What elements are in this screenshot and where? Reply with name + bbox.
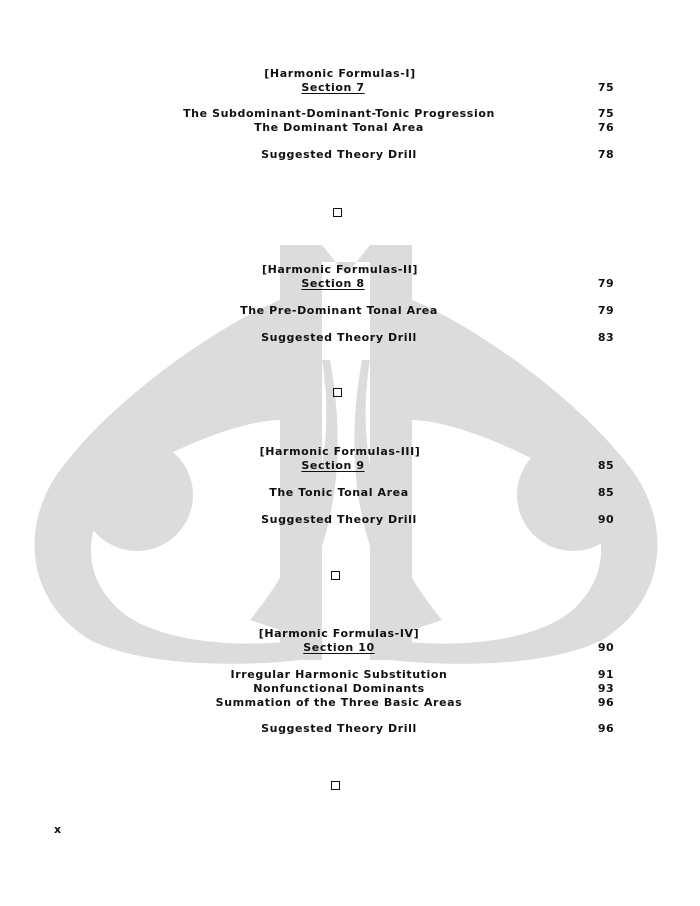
theory-drill-entry: Suggested Theory Drill [261, 722, 417, 735]
section-separator [331, 571, 340, 580]
toc-entry-page: 76 [597, 121, 614, 134]
section-10-label: Section 10 [303, 641, 375, 654]
toc-entry: The Subdominant-Dominant-Tonic Progression [183, 107, 495, 120]
toc-entry-page: 85 [597, 486, 614, 499]
toc-entry: The Pre-Dominant Tonal Area [240, 304, 438, 317]
toc-entry: Summation of the Three Basic Areas [215, 696, 463, 709]
section-10-header: [Harmonic Formulas-IV] [258, 627, 420, 640]
theory-drill-page: 96 [597, 722, 614, 735]
section-7-label: Section 7 [301, 81, 365, 94]
theory-drill-page: 78 [597, 148, 614, 161]
section-7-page: 75 [597, 81, 614, 94]
theory-drill-entry: Suggested Theory Drill [261, 331, 417, 344]
toc-entry: The Dominant Tonal Area [254, 121, 424, 134]
toc-entry: Irregular Harmonic Substitution [230, 668, 448, 681]
toc-entry-page: 93 [597, 682, 614, 695]
toc-entry: Nonfunctional Dominants [253, 682, 425, 695]
toc-entry-page: 79 [597, 304, 614, 317]
theory-drill-entry: Suggested Theory Drill [261, 513, 417, 526]
section-9-page: 85 [597, 459, 614, 472]
section-separator [333, 388, 342, 397]
section-separator [333, 208, 342, 217]
corner-mark: x [54, 823, 62, 836]
theory-drill-page: 90 [597, 513, 614, 526]
section-8-label: Section 8 [301, 277, 365, 290]
section-10-page: 90 [597, 641, 614, 654]
section-separator [331, 781, 340, 790]
toc-entry: The Tonic Tonal Area [269, 486, 409, 499]
section-8-header: [Harmonic Formulas-II] [261, 263, 419, 276]
section-7-header: [Harmonic Formulas-I] [264, 67, 416, 80]
theory-drill-page: 83 [597, 331, 614, 344]
toc-entry-page: 96 [597, 696, 614, 709]
watermark-left-boss [81, 439, 193, 551]
section-8-page: 79 [597, 277, 614, 290]
section-9-header: [Harmonic Formulas-III] [259, 445, 421, 458]
toc-entry-page: 91 [597, 668, 614, 681]
toc-entry-page: 75 [597, 107, 614, 120]
theory-drill-entry: Suggested Theory Drill [261, 148, 417, 161]
section-9-label: Section 9 [301, 459, 365, 472]
